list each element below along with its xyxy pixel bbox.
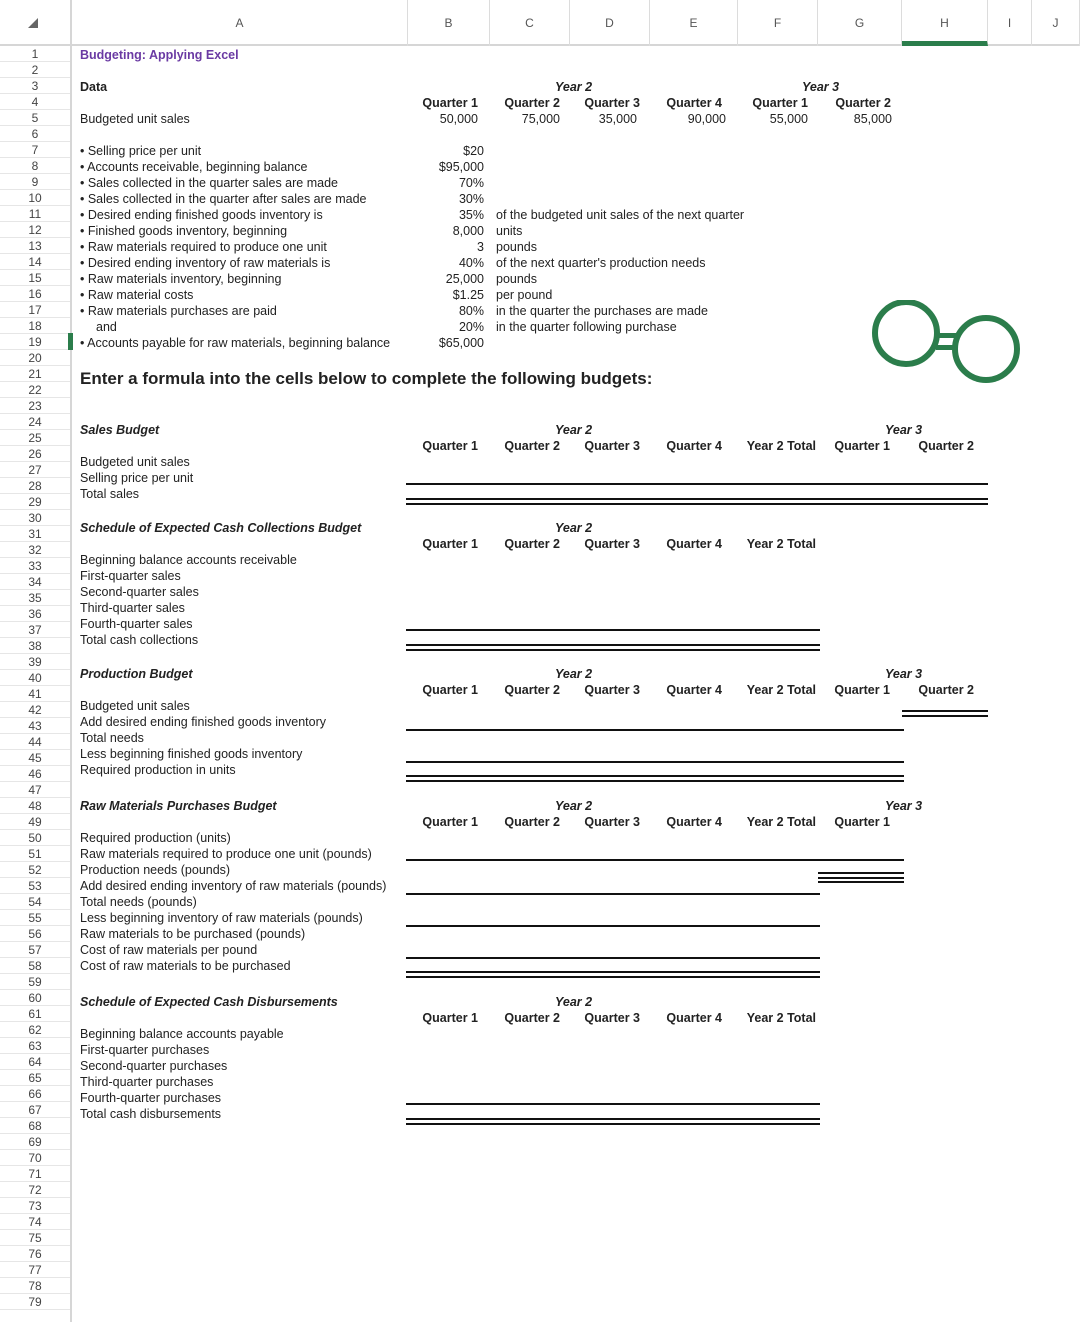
assumption-label: • Finished goods inventory, beginning: [80, 224, 288, 238]
row-header-10[interactable]: 10: [0, 190, 70, 206]
data-q2-header: Quarter 2: [504, 96, 560, 110]
sales-q2-header: Quarter 2: [504, 439, 560, 453]
row-header-68[interactable]: 68: [0, 1118, 70, 1134]
row-header-45[interactable]: 45: [0, 750, 70, 766]
assumption-value[interactable]: 80%: [458, 304, 484, 318]
collections-row-label: Total cash collections: [80, 633, 199, 647]
budgeted-unit-sales-label: Budgeted unit sales: [80, 112, 190, 126]
row-header-14[interactable]: 14: [0, 254, 70, 270]
row-header-54[interactable]: 54: [0, 894, 70, 910]
production-border-y3-1: [902, 710, 988, 712]
row-header-13[interactable]: 13: [0, 238, 70, 254]
sales-row-label: Selling price per unit: [80, 471, 194, 485]
assumption-label: • Desired ending finished goods inventory is: [80, 208, 323, 222]
assumption-value[interactable]: $65,000: [438, 336, 484, 350]
row-header-79[interactable]: 79: [0, 1294, 70, 1310]
row-header-26[interactable]: 26: [0, 446, 70, 462]
disb-row-label: First-quarter purchases: [80, 1043, 210, 1057]
column-header-e[interactable]: E: [650, 0, 738, 46]
assumption-note: in the quarter following purchase: [496, 320, 677, 334]
row-header-6[interactable]: 6: [0, 126, 70, 142]
assumption-note: per pound: [496, 288, 553, 302]
row-header-37[interactable]: 37: [0, 622, 70, 638]
raw-q3-header: Quarter 3: [584, 815, 640, 829]
raw-row-label: Less beginning inventory of raw materials (pounds): [80, 911, 363, 925]
row-header-55[interactable]: 55: [0, 910, 70, 926]
raw-border-2: [406, 893, 820, 895]
collections-border-top: [406, 629, 820, 631]
collections-q4-header: Quarter 4: [666, 537, 722, 551]
sales-y3q2-header: Quarter 2: [918, 439, 974, 453]
collections-row-label: Third-quarter sales: [80, 601, 185, 615]
row-header-5[interactable]: 5: [0, 110, 70, 126]
production-q1-header: Quarter 1: [422, 683, 478, 697]
raw-year3-header: Year 3: [885, 799, 923, 813]
production-year2-header: Year 2: [555, 667, 593, 681]
sales-q1-header: Quarter 1: [422, 439, 478, 453]
row-header-76[interactable]: 76: [0, 1246, 70, 1262]
row-header-22[interactable]: 22: [0, 382, 70, 398]
row-header-71[interactable]: 71: [0, 1166, 70, 1182]
instruction-text: Enter a formula into the cells below to complete the following budgets:: [80, 369, 653, 388]
assumption-note: pounds: [496, 272, 538, 286]
row-header-56[interactable]: 56: [0, 926, 70, 942]
raw-row-label: Raw materials required to produce one unit (pounds): [80, 847, 372, 861]
row-header-59[interactable]: 59: [0, 974, 70, 990]
production-y3q2-header: Quarter 2: [918, 683, 974, 697]
row-header-51[interactable]: 51: [0, 846, 70, 862]
raw-border-3: [406, 925, 820, 927]
row-header-58[interactable]: 58: [0, 958, 70, 974]
production-row-label: Required production in units: [80, 763, 236, 777]
row-header-73[interactable]: 73: [0, 1198, 70, 1214]
raw-q4-header: Quarter 4: [666, 815, 722, 829]
production-row-label: Add desired ending finished goods inventory: [80, 715, 327, 729]
raw-q2-header: Quarter 2: [504, 815, 560, 829]
production-border-2: [406, 761, 904, 763]
assumption-label: • Raw materials required to produce one unit: [80, 240, 327, 254]
assumption-value[interactable]: $20: [463, 144, 484, 158]
sales-q3-header: Quarter 3: [584, 439, 640, 453]
sales-year2-total-header: Year 2 Total: [746, 439, 816, 453]
raw-border-4: [406, 957, 820, 959]
row-header-78[interactable]: 78: [0, 1278, 70, 1294]
disb-q1-header: Quarter 1: [422, 1011, 478, 1025]
row-header-66[interactable]: 66: [0, 1086, 70, 1102]
assumption-note: in the quarter the purchases are made: [496, 304, 708, 318]
disb-row-label: Second-quarter purchases: [80, 1059, 228, 1073]
select-all-icon: [28, 18, 38, 28]
row-header-34[interactable]: 34: [0, 574, 70, 590]
row-header-4[interactable]: 4: [0, 94, 70, 110]
production-border-1: [406, 729, 904, 731]
column-header-h[interactable]: H: [902, 0, 988, 46]
raw-row-label: Raw materials to be purchased (pounds): [80, 927, 306, 941]
row-header-72[interactable]: 72: [0, 1182, 70, 1198]
production-row-label: Budgeted unit sales: [80, 699, 190, 713]
production-border-double-1: [406, 775, 904, 777]
row-header-63[interactable]: 63: [0, 1038, 70, 1054]
assumption-value[interactable]: 3: [477, 240, 484, 254]
sales-y3q1-header: Quarter 1: [834, 439, 890, 453]
row-header-77[interactable]: 77: [0, 1262, 70, 1278]
select-all-corner[interactable]: [0, 0, 72, 46]
column-header-b[interactable]: B: [408, 0, 490, 46]
raw-border-double-1: [406, 971, 820, 973]
row-header-41[interactable]: 41: [0, 686, 70, 702]
disb-year2-total-header: Year 2 Total: [746, 1011, 816, 1025]
row-header-12[interactable]: 12: [0, 222, 70, 238]
row-header-9[interactable]: 9: [0, 174, 70, 190]
disb-row-label: Third-quarter purchases: [80, 1075, 214, 1089]
row-header-17[interactable]: 17: [0, 302, 70, 318]
collections-year2-total-header: Year 2 Total: [746, 537, 816, 551]
raw-row-label: Total needs (pounds): [80, 895, 197, 909]
row-header-50[interactable]: 50: [0, 830, 70, 846]
disb-border-double-1: [406, 1118, 820, 1120]
raw-border-1: [406, 859, 904, 861]
row-header-7[interactable]: 7: [0, 142, 70, 158]
assumption-label: • Desired ending inventory of raw materials is: [80, 256, 331, 270]
disb-border-double-2: [406, 1123, 820, 1125]
row-header-24[interactable]: 24: [0, 414, 70, 430]
data-y3q1-header: Quarter 1: [752, 96, 808, 110]
collections-q3-header: Quarter 3: [584, 537, 640, 551]
row-header-69[interactable]: 69: [0, 1134, 70, 1150]
cell-f5[interactable]: 55,000: [769, 112, 808, 126]
publisher-logo: [868, 300, 1023, 385]
raw-year2-total-header: Year 2 Total: [746, 815, 816, 829]
row-header-47[interactable]: 47: [0, 782, 70, 798]
sales-budget-title: Sales Budget: [80, 423, 160, 437]
collections-border-double-1: [406, 644, 820, 646]
raw-row-label: Add desired ending inventory of raw materials (pounds): [80, 879, 387, 893]
row-header-21[interactable]: 21: [0, 366, 70, 382]
assumption-label: • Accounts payable for raw materials, beginning balance: [80, 336, 391, 350]
data-q1-header: Quarter 1: [422, 96, 478, 110]
assumption-value[interactable]: 35%: [458, 208, 484, 222]
production-year3-header: Year 3: [885, 667, 923, 681]
row-header-52[interactable]: 52: [0, 862, 70, 878]
assumption-note: units: [496, 224, 523, 238]
raw-row-label: Cost of raw materials to be purchased: [80, 959, 291, 973]
row-header-57[interactable]: 57: [0, 942, 70, 958]
disb-row-label: Total cash disbursements: [80, 1107, 222, 1121]
column-header-i[interactable]: I: [988, 0, 1032, 46]
cell-d5[interactable]: 35,000: [598, 112, 637, 126]
collections-title: Schedule of Expected Cash Collections Budget: [80, 521, 362, 535]
raw-y3q1-header: Quarter 1: [834, 815, 890, 829]
sales-border-double-1: [406, 498, 988, 500]
selected-row-indicator: [68, 333, 73, 350]
row-header-2[interactable]: 2: [0, 62, 70, 78]
row-header-23[interactable]: 23: [0, 398, 70, 414]
assumption-note: of the next quarter's production needs: [496, 256, 706, 270]
production-border-y3-2: [902, 715, 988, 717]
row-header-75[interactable]: 75: [0, 1230, 70, 1246]
disb-row-label: Fourth-quarter purchases: [80, 1091, 222, 1105]
assumption-value[interactable]: $95,000: [438, 160, 484, 174]
assumption-value[interactable]: 30%: [458, 192, 484, 206]
production-year2-total-header: Year 2 Total: [746, 683, 816, 697]
row-header-43[interactable]: 43: [0, 718, 70, 734]
column-header-d[interactable]: D: [570, 0, 650, 46]
row-header-15[interactable]: 15: [0, 270, 70, 286]
row-header-29[interactable]: 29: [0, 494, 70, 510]
collections-q2-header: Quarter 2: [504, 537, 560, 551]
row-header-32[interactable]: 32: [0, 542, 70, 558]
raw-q1-header: Quarter 1: [422, 815, 478, 829]
assumption-label: and: [96, 320, 117, 334]
column-header-j[interactable]: J: [1032, 0, 1080, 46]
disb-border-top: [406, 1103, 820, 1105]
production-q2-header: Quarter 2: [504, 683, 560, 697]
sales-year2-header: Year 2: [555, 423, 593, 437]
collections-q1-header: Quarter 1: [422, 537, 478, 551]
row-header-3[interactable]: 3: [0, 78, 70, 94]
assumption-label: • Raw materials inventory, beginning: [80, 272, 282, 286]
row-header-60[interactable]: 60: [0, 990, 70, 1006]
row-header-48[interactable]: 48: [0, 798, 70, 814]
assumption-label: • Raw materials purchases are paid: [80, 304, 277, 318]
disb-q3-header: Quarter 3: [584, 1011, 640, 1025]
collections-border-double-2: [406, 649, 820, 651]
production-border-double-2: [406, 780, 904, 782]
assumption-label: • Sales collected in the quarter sales are made: [80, 176, 338, 190]
sales-year3-header: Year 3: [885, 423, 923, 437]
raw-row-label: Cost of raw materials per pound: [80, 943, 258, 957]
cell-b5[interactable]: 50,000: [439, 112, 478, 126]
row-header-67[interactable]: 67: [0, 1102, 70, 1118]
assumption-value[interactable]: 70%: [458, 176, 484, 190]
row-header-1[interactable]: 1: [0, 46, 70, 62]
row-header-42[interactable]: 42: [0, 702, 70, 718]
collections-row-label: Fourth-quarter sales: [80, 617, 193, 631]
row-header-74[interactable]: 74: [0, 1214, 70, 1230]
column-header-a[interactable]: A: [72, 0, 408, 46]
assumption-note: pounds: [496, 240, 538, 254]
data-q3-header: Quarter 3: [584, 96, 640, 110]
row-header-44[interactable]: 44: [0, 734, 70, 750]
data-y3q2-header: Quarter 2: [835, 96, 891, 110]
sales-border-double-2: [406, 503, 988, 505]
column-header-f[interactable]: F: [738, 0, 818, 46]
row-header-30[interactable]: 30: [0, 510, 70, 526]
assumption-label: • Raw material costs: [80, 288, 194, 302]
disb-row-label: Beginning balance accounts payable: [80, 1027, 284, 1041]
row-header-19[interactable]: 19: [0, 334, 70, 350]
production-q4-header: Quarter 4: [666, 683, 722, 697]
row-header-46[interactable]: 46: [0, 766, 70, 782]
row-header-61[interactable]: 61: [0, 1006, 70, 1022]
raw-row-label: Production needs (pounds): [80, 863, 231, 877]
row-header-bar: [0, 46, 72, 1322]
row-header-28[interactable]: 28: [0, 478, 70, 494]
row-header-16[interactable]: 16: [0, 286, 70, 302]
row-header-62[interactable]: 62: [0, 1022, 70, 1038]
cell-e5[interactable]: 90,000: [687, 112, 726, 126]
row-header-18[interactable]: 18: [0, 318, 70, 334]
row-header-70[interactable]: 70: [0, 1150, 70, 1166]
column-header-bar: [0, 0, 1080, 46]
assumption-label: • Selling price per unit: [80, 144, 202, 158]
production-y3q1-header: Quarter 1: [834, 683, 890, 697]
row-header-27[interactable]: 27: [0, 462, 70, 478]
row-header-65[interactable]: 65: [0, 1070, 70, 1086]
assumption-label: • Sales collected in the quarter after sales are made: [80, 192, 367, 206]
sales-row-label: Total sales: [80, 487, 140, 501]
sales-q4-header: Quarter 4: [666, 439, 722, 453]
raw-border-y3-2: [818, 877, 904, 879]
row-header-49[interactable]: 49: [0, 814, 70, 830]
assumption-value[interactable]: 40%: [458, 256, 484, 270]
raw-border-double-2: [406, 976, 820, 978]
raw-materials-title: Raw Materials Purchases Budget: [80, 799, 277, 813]
production-q3-header: Quarter 3: [584, 683, 640, 697]
raw-border-y3-3: [818, 881, 904, 883]
disb-q4-header: Quarter 4: [666, 1011, 722, 1025]
row-header-35[interactable]: 35: [0, 590, 70, 606]
row-header-40[interactable]: 40: [0, 670, 70, 686]
production-row-label: Less beginning finished goods inventory: [80, 747, 303, 761]
row-header-33[interactable]: 33: [0, 558, 70, 574]
cell-c5[interactable]: 75,000: [521, 112, 560, 126]
assumption-label: • Accounts receivable, beginning balance: [80, 160, 308, 174]
year3-header: Year 3: [802, 80, 840, 94]
cell-g5[interactable]: 85,000: [853, 112, 892, 126]
assumption-value[interactable]: 20%: [458, 320, 484, 334]
assumption-value[interactable]: $1.25: [452, 288, 484, 302]
collections-row-label: Beginning balance accounts receivable: [80, 553, 297, 567]
disb-q2-header: Quarter 2: [504, 1011, 560, 1025]
raw-border-y3-1: [818, 872, 904, 874]
disb-year2-header: Year 2: [555, 995, 593, 1009]
raw-row-label: Required production (units): [80, 831, 231, 845]
row-header-8[interactable]: 8: [0, 158, 70, 174]
production-row-label: Total needs: [80, 731, 144, 745]
row-header-53[interactable]: 53: [0, 878, 70, 894]
sheet-title: Budgeting: Applying Excel: [80, 48, 239, 62]
sales-border-top: [406, 483, 988, 485]
collections-row-label: First-quarter sales: [80, 569, 181, 583]
row-header-31[interactable]: 31: [0, 526, 70, 542]
column-header-c[interactable]: C: [490, 0, 570, 46]
row-header-20[interactable]: 20: [0, 350, 70, 366]
disbursements-title: Schedule of Expected Cash Disbursements: [80, 995, 338, 1009]
collections-year2-header: Year 2: [555, 521, 593, 535]
row-header-36[interactable]: 36: [0, 606, 70, 622]
year2-header: Year 2: [555, 80, 593, 94]
sales-row-label: Budgeted unit sales: [80, 455, 190, 469]
column-header-g[interactable]: G: [818, 0, 902, 46]
assumption-value[interactable]: 8,000: [452, 224, 484, 238]
production-title: Production Budget: [80, 667, 193, 681]
row-header-64[interactable]: 64: [0, 1054, 70, 1070]
raw-year2-header: Year 2: [555, 799, 593, 813]
row-header-11[interactable]: 11: [0, 206, 70, 222]
row-header-25[interactable]: 25: [0, 430, 70, 446]
data-q4-header: Quarter 4: [666, 96, 722, 110]
assumption-value[interactable]: 25,000: [445, 272, 484, 286]
assumption-note: of the budgeted unit sales of the next quarter: [496, 208, 745, 222]
row-header-38[interactable]: 38: [0, 638, 70, 654]
data-label: Data: [80, 80, 108, 94]
collections-row-label: Second-quarter sales: [80, 585, 199, 599]
row-header-39[interactable]: 39: [0, 654, 70, 670]
